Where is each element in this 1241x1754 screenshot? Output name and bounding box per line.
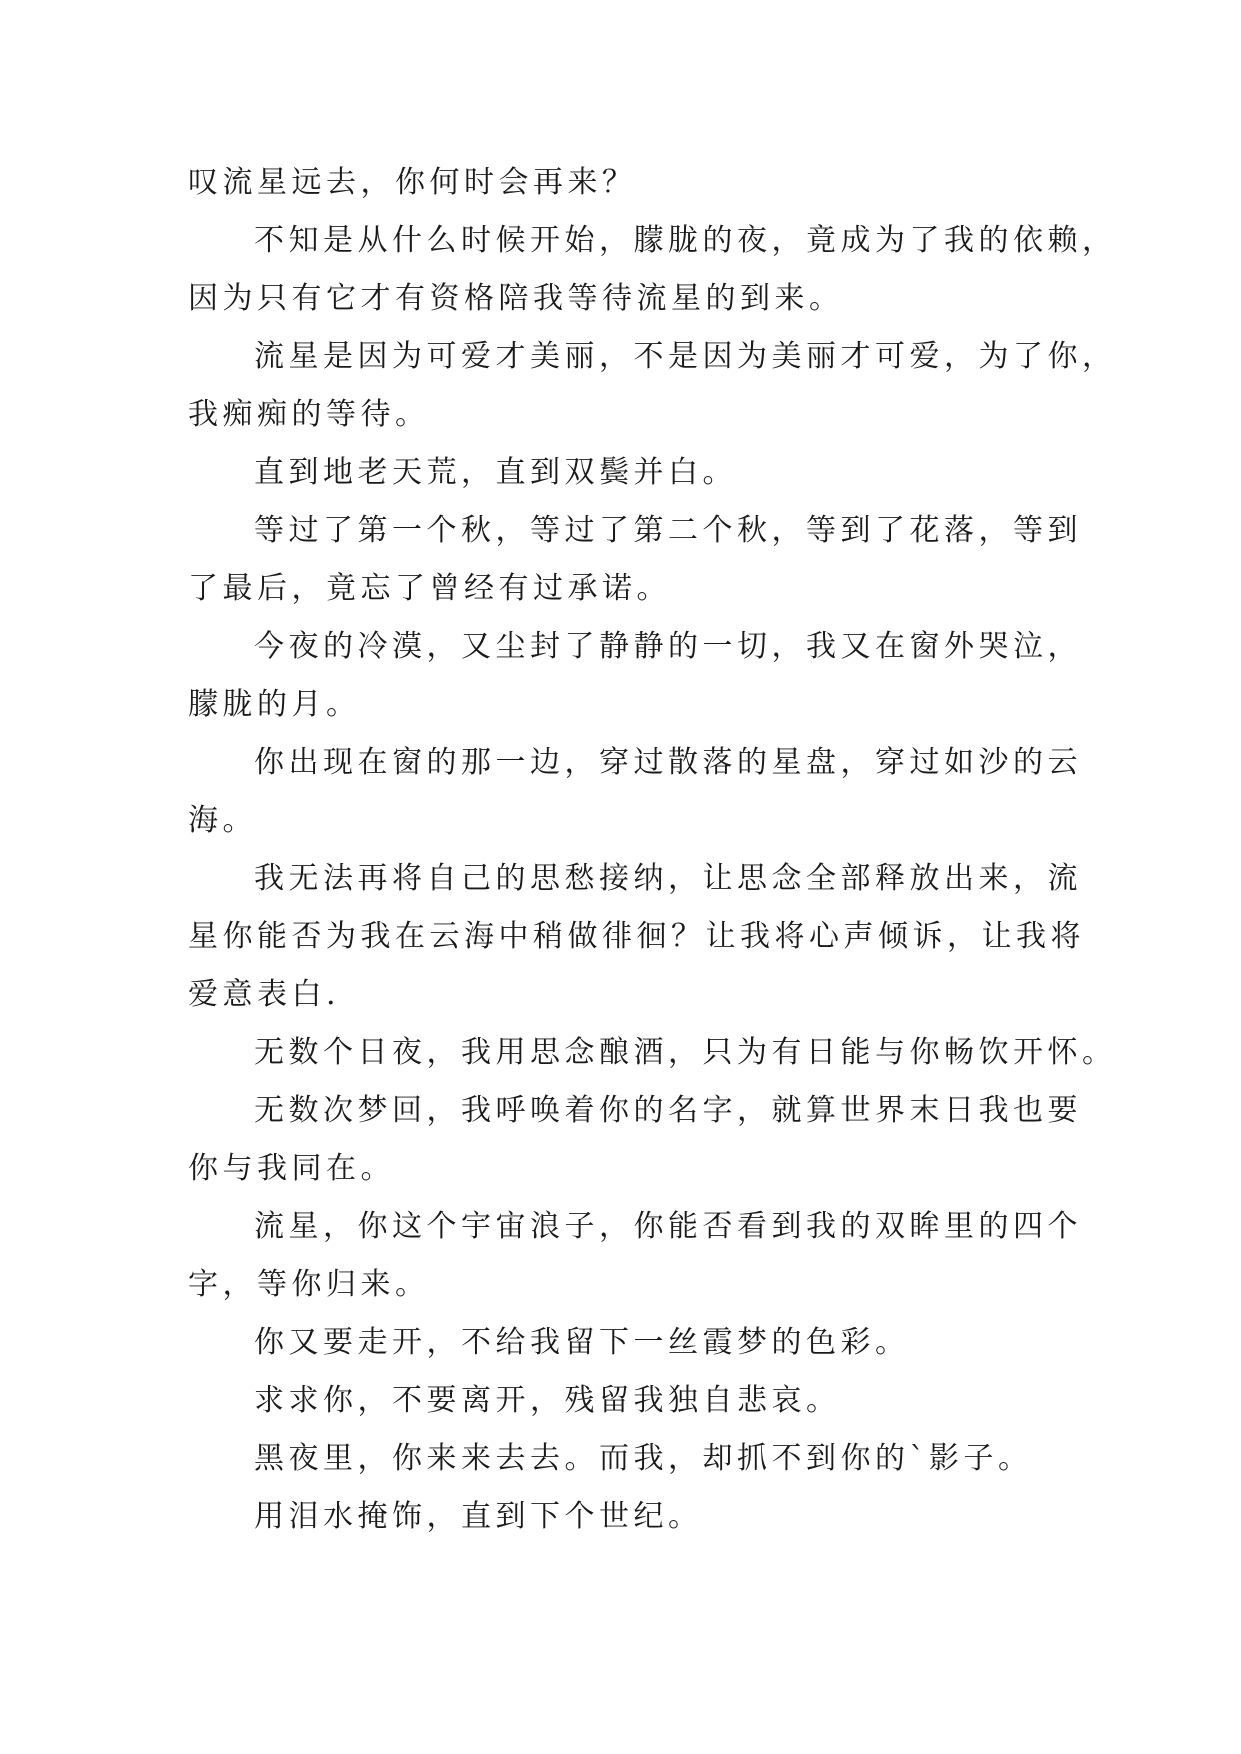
text-line: 流星是因为可爱才美丽，不是因为美丽才可爱，为了你， (254, 339, 1117, 374)
text-line: 无数个日夜，我用思念酿酒，只为有日能与你畅饮开怀。 (254, 1035, 1117, 1070)
text-line: 叹流星远去，你何时会再来？ (188, 165, 637, 200)
text-line: 朦胧的月。 (188, 687, 361, 722)
text-line: 你与我同在。 (188, 1151, 395, 1186)
text-line: 爱意表白. (188, 977, 341, 1012)
text-line: 我痴痴的等待。 (188, 397, 430, 432)
text-line: 字，等你归来。 (188, 1267, 430, 1302)
text-line: 海。 (188, 803, 257, 838)
text-line: 你又要走开，不给我留下一丝霞梦的色彩。 (254, 1325, 910, 1360)
text-line: 求求你，不要离开，残留我独自悲哀。 (254, 1383, 841, 1418)
text-line: 无数次梦回，我呼唤着你的名字，就算世界末日我也要 (254, 1093, 1082, 1128)
text-line: 今夜的冷漠，又尘封了静静的一切，我又在窗外哭泣， (254, 629, 1082, 664)
text-line: 不知是从什么时候开始，朦胧的夜，竟成为了我的依赖， (254, 223, 1117, 258)
text-line: 黑夜里，你来来去去。而我，却抓不到你的`影子。 (254, 1441, 1033, 1476)
text-line: 流星，你这个宇宙浪子，你能否看到我的双眸里的四个 (254, 1209, 1082, 1244)
text-line: 我无法再将自己的思愁接纳，让思念全部释放出来，流 (254, 861, 1082, 896)
text-line: 你出现在窗的那一边，穿过散落的星盘，穿过如沙的云 (254, 745, 1082, 780)
document-body (188, 154, 1117, 1546)
text-line: 用泪水掩饰，直到下个世纪。 (254, 1499, 703, 1534)
text-line: 直到地老天荒，直到双鬓并白。 (254, 455, 737, 490)
text-line: 因为只有它才有资格陪我等待流星的到来。 (188, 281, 844, 316)
text-line: 等过了第一个秋，等过了第二个秋，等到了花落，等到 (254, 513, 1082, 548)
text-line: 星你能否为我在云海中稍做徘徊？让我将心声倾诉，让我将 (188, 919, 1085, 954)
text-line: 了最后，竟忘了曾经有过承诺。 (188, 571, 671, 606)
